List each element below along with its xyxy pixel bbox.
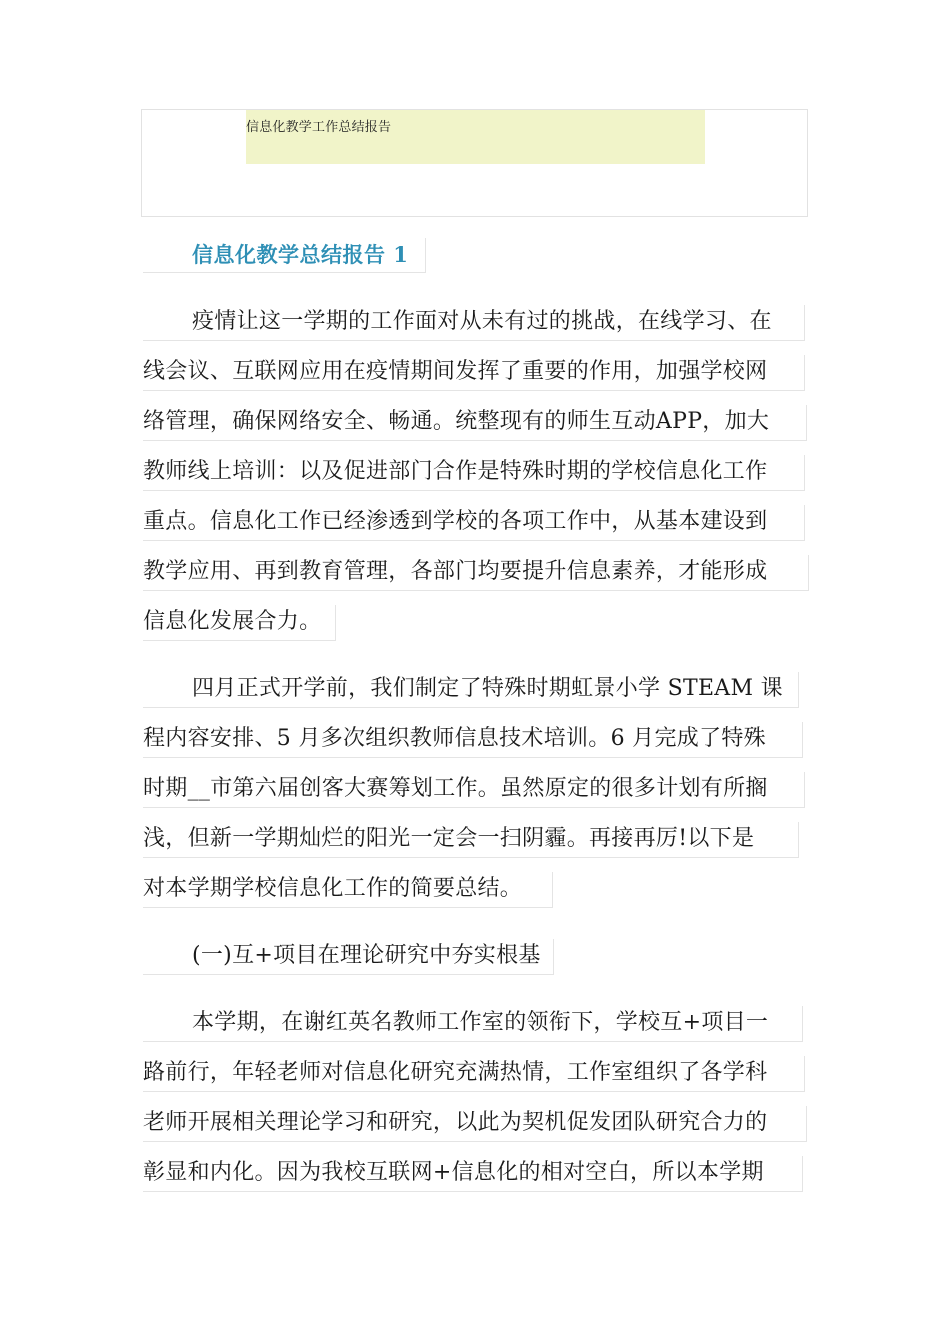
paragraph-line: 程内容安排、5 月多次组织教师信息技术培训。6 月完成了特殊 (143, 722, 803, 758)
paragraph-line: 信息化发展合力。 (143, 605, 336, 641)
paragraph-line: 四月正式开学前，我们制定了特殊时期虹景小学 STEAM 课 (143, 672, 799, 708)
page-header-box (141, 109, 808, 217)
paragraph-line: 教师线上培训：以及促进部门合作是特殊时期的学校信息化工作 (143, 455, 805, 491)
paragraph-line: 教学应用、再到教育管理，各部门均要提升信息素养，才能形成 (143, 555, 809, 591)
paragraph-line: 线会议、互联网应用在疫情期间发挥了重要的作用，加强学校网 (143, 355, 805, 391)
section-heading: 信息化教学总结报告 1 (192, 242, 409, 267)
paragraph-line: 疫情让这一学期的工作面对从未有过的挑战，在线学习、在 (143, 305, 805, 341)
paragraph-line: 本学期，在谢红英名教师工作室的领衔下，学校互+项目一 (143, 1006, 803, 1042)
paragraph-line: 时期__市第六届创客大赛筹划工作。虽然原定的很多计划有所搁 (143, 772, 805, 808)
paragraph-line: 络管理，确保网络安全、畅通。统整现有的师生互动APP，加大 (143, 405, 807, 441)
paragraph-line: 浅，但新一学期灿烂的阳光一定会一扫阴霾。再接再厉!以下是 (143, 822, 799, 858)
subsection-heading: (一)互+项目在理论研究中夯实根基 (143, 939, 554, 975)
paragraph-line: 彰显和内化。因为我校互联网+信息化的相对空白，所以本学期 (143, 1156, 803, 1192)
header-title: 信息化教学工作总结报告 (246, 110, 705, 164)
paragraph-line: 重点。信息化工作已经渗透到学校的各项工作中，从基本建设到 (143, 505, 805, 541)
paragraph-line: 对本学期学校信息化工作的简要总结。 (143, 872, 553, 908)
paragraph-line: 路前行，年轻老师对信息化研究充满热情，工作室组织了各学科 (143, 1056, 805, 1092)
paragraph-line: 老师开展相关理论学习和研究，以此为契机促发团队研究合力的 (143, 1106, 807, 1142)
